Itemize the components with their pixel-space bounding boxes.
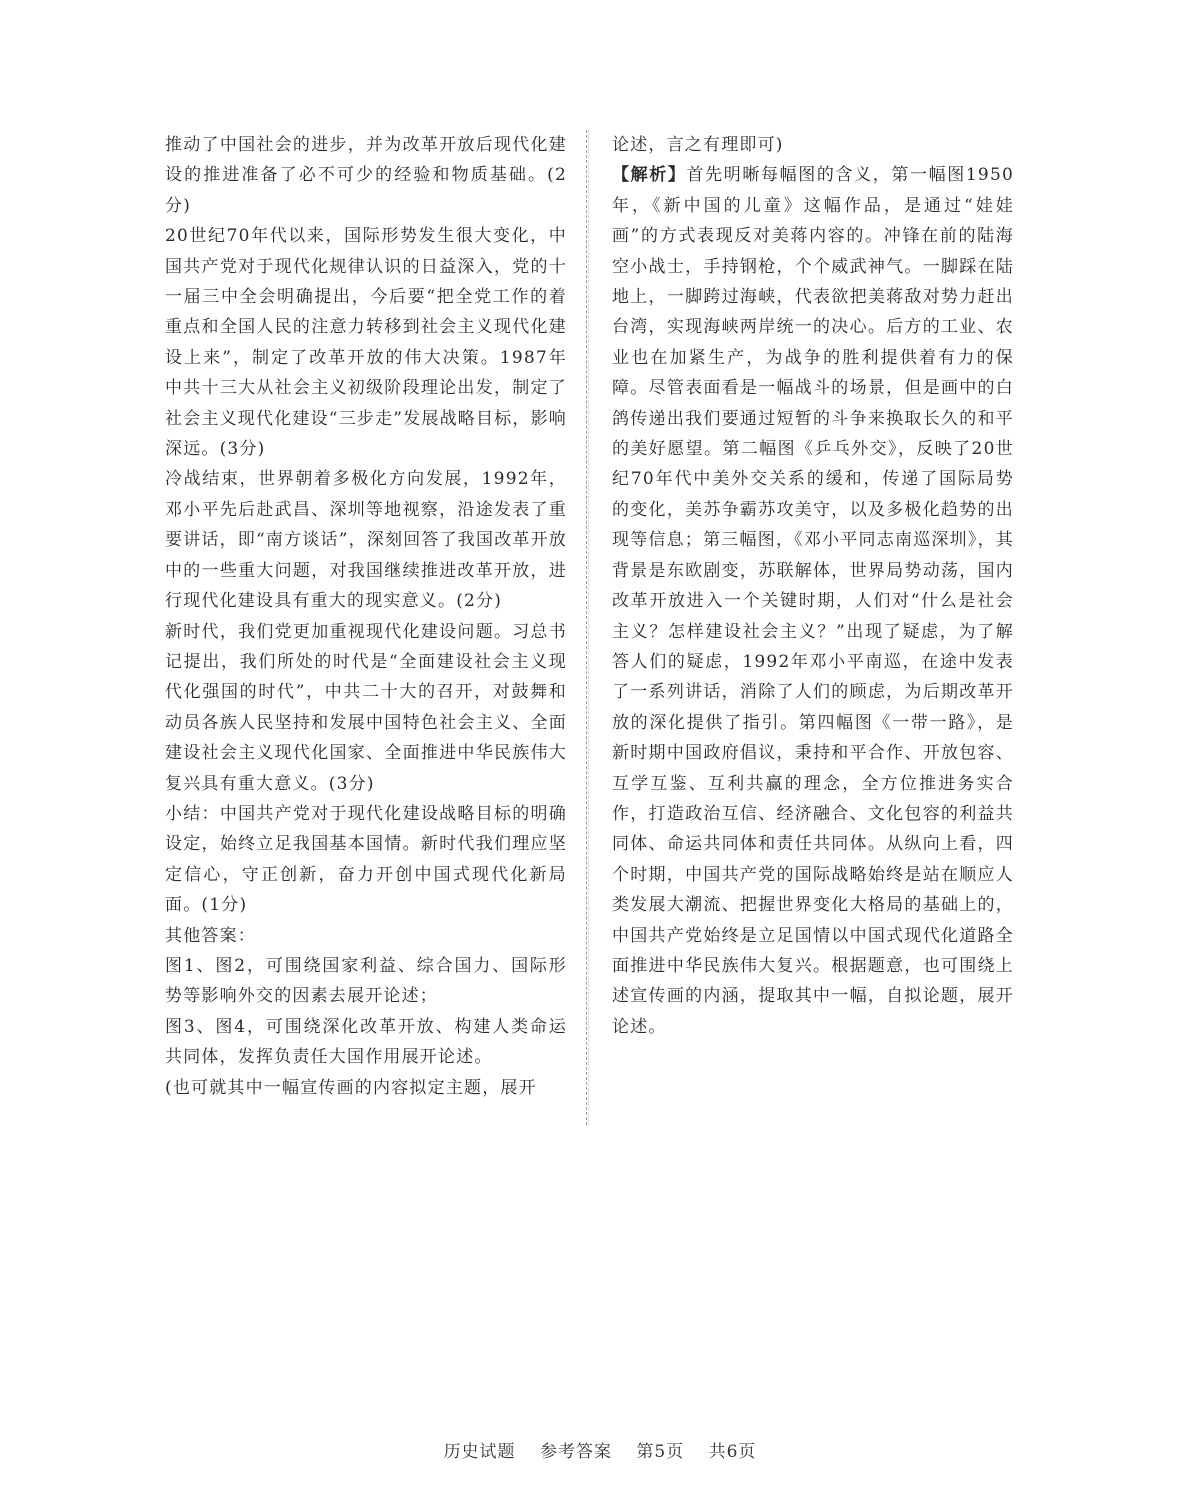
other-answer-1: 图1、图2，可围绕国家利益、综合国力、国际形势等影响外交的因素去展开论述； bbox=[165, 955, 567, 1007]
answer-paragraph-2: 20世纪70年代以来，国际形势发生很大变化，中国共产党对于现代化规律认识的日益深入，党的十一届三中全会明确提出，今后要“把全党工作的着重点和全国人民的注意力转移到社会主义现代化建设上来”，制定了改革开放的伟大决策。1987年中共十三大从社会主义初级阶段理论出发，制定了社会主义现代化建设“三步走”发展战略目标，影响深远。(3分) bbox=[165, 226, 567, 460]
column-divider bbox=[586, 130, 587, 1125]
footer-subject: 历史试题 bbox=[443, 1442, 516, 1462]
answer-paragraph-4: 新时代，我们党更加重视现代化建设问题。习总书记提出，我们所处的时代是“全面建设社会主义现代化强国的时代”，中共二十大的召开，对鼓舞和动员各族人民坚持和发展中国特色社会主义、全面建设社会主义现代化国家、全面推进中华民族伟大复兴具有重大意义。(3分) bbox=[165, 621, 567, 794]
analysis-paragraph bbox=[612, 160, 1014, 1042]
footer-type: 参考答案 bbox=[539, 1442, 612, 1462]
footer-page-number: 第5页 bbox=[636, 1442, 685, 1462]
summary-paragraph: 小结：中国共产党对于现代化建设战略目标的明确设定，始终立足我国基本国情。新时代我们理应坚定信心，守正创新，奋力开创中国式现代化新局面。(1分) bbox=[165, 803, 567, 916]
answer-paragraph-1: 推动了中国社会的进步，并为改革开放后现代化建设的推进准备了必不可少的经验和物质基础。(2分) bbox=[165, 135, 567, 216]
footer-total-pages: 共6页 bbox=[708, 1442, 757, 1462]
other-answer-2: 图3、图4，可围绕深化改革开放、构建人类命运共同体，发挥负责任大国作用展开论述。 bbox=[165, 1016, 567, 1068]
left-column bbox=[165, 130, 567, 1103]
other-answers-heading: 其他答案： bbox=[165, 925, 256, 946]
answer-paragraph-3: 冷战结束，世界朝着多极化方向发展，1992年，邓小平先后赴武昌、深圳等地视察，沿途发表了重要讲话，即“南方谈话”，深刻回答了我国改革开放中的一些重大问题，对我国继续推进改革开放，进行现代化建设具有重大的现实意义。(2分) bbox=[165, 469, 567, 612]
other-answer-note: (也可就其中一幅宣传画的内容拟定主题，展开 bbox=[165, 1077, 537, 1098]
right-column bbox=[612, 130, 1014, 1042]
analysis-text: 首先明晰每幅图的含义，第一幅图1950年，《新中国的儿童》这幅作品，是通过“娃娃画”的方式表现反对美蒋内容的。冲锋在前的陆海空小战士，手持钢枪，个个威武神气。一脚踩在陆地上，一脚跨过海峡，代表欲把美蒋敌对势力赶出台湾，实现海峡两岸统一的决心。后方的工业、农业也在加紧生产，为战争的胜利提供着有力的保障。尽管表面看是一幅战斗的场景，但是画中的白鸽传递出我们要通过短暂的斗争来换取长久的和平的美好愿望。第二幅图《乒乓外交》，反映了20世纪70年代中美外交关系的缓和，传递了国际局势的变化，美苏争霸苏攻美守，以及多极化趋势的出现等信息；第三幅图，《邓小平同志南巡深圳》，其背景是东欧剧变，苏联解体，世界局势动荡，国内改革开放进入一个关键时期，人们对“什么是社会主义？怎样建设社会主义？”出现了疑虑，为了解答人们的疑虑，1992年邓小平南巡，在途中发表了一系列讲话，消除了人们的顾虑，为后期改革开放的深化提供了指引。第四幅图《一带一路》，是新时期中国政府倡议，秉持和平合作、开放包容、互学互鉴、互利共赢的理念，全方位推进务实合作，打造政治互信、经济融合、文化包容的利益共同体、命运共同体和责任共同体。从纵向上看，四个时期，中国共产党的国际战略始终是站在顺应人类发展大潮流、把握世界变化大格局的基础上的，中国共产党始终是立足国情以中国式现代化道路全面推进中华民族伟大复兴。根据题意，也可围绕上述宣传画的内涵，提取其中一幅，自拟论题，展开论述。 bbox=[612, 165, 1014, 1037]
note-continuation: 论述，言之有理即可) bbox=[612, 135, 784, 155]
analysis-label: 【解析】 bbox=[612, 165, 687, 186]
page-footer bbox=[0, 1437, 1200, 1462]
